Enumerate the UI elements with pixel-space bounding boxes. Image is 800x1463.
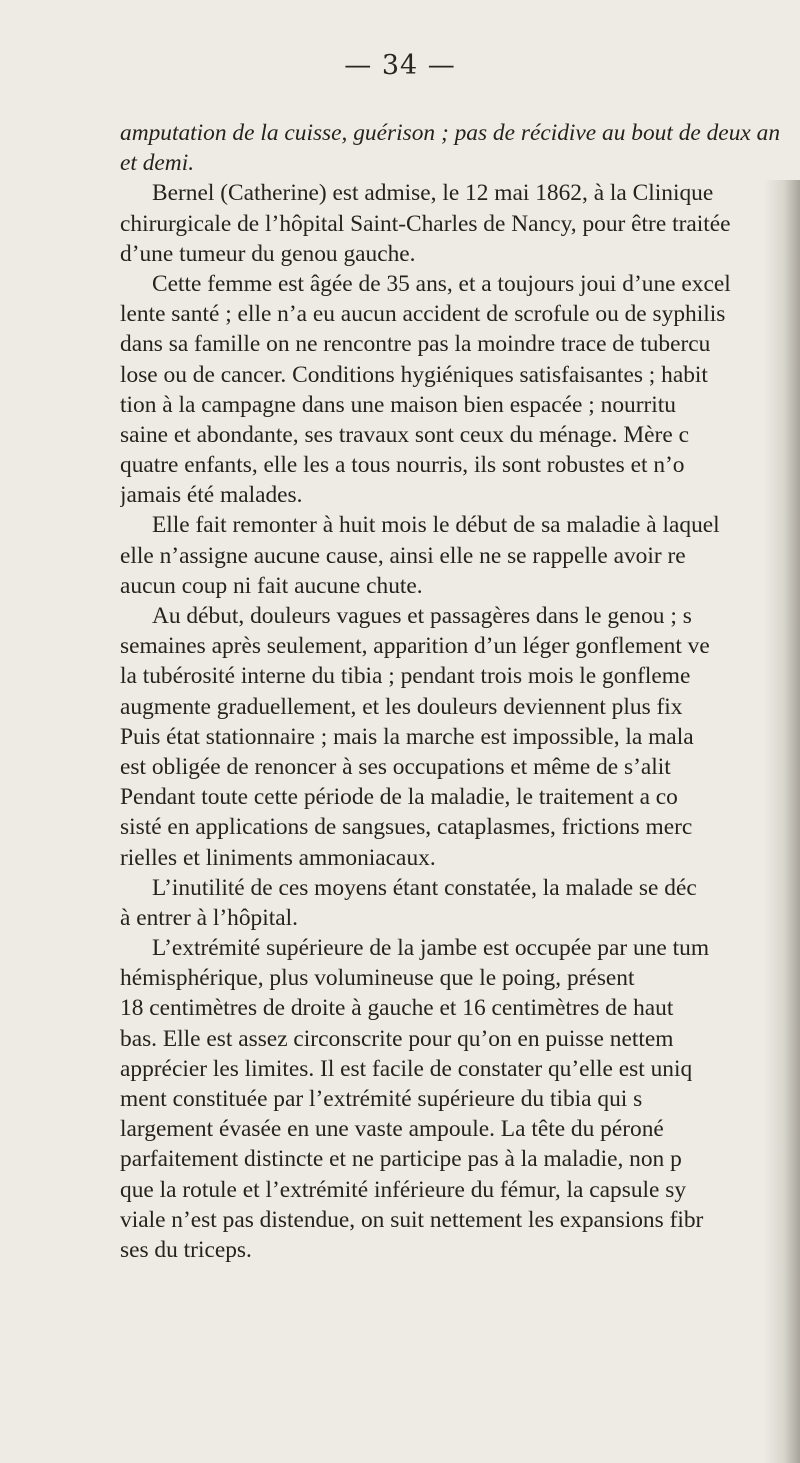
text-line: Pendant toute cette période de la maladie, le traitement a co — [120, 784, 678, 811]
text-line: hémisphérique, plus volumineuse que le poing, présent — [120, 965, 635, 992]
text-line: bas. Elle est assez circonscrite pour qu’on en puisse nettem — [120, 1025, 674, 1052]
text-line: largement évasée en une vaste ampoule. La tête du péroné — [120, 1116, 664, 1143]
text-line: sisté en applications de sangsues, cataplasmes, frictions merc — [120, 814, 693, 841]
text-line: jamais été malades. — [120, 482, 303, 509]
text-line: elle n’assigne aucune cause, ainsi elle ne se rappelle avoir re — [120, 542, 686, 569]
text-line: tion à la campagne dans une maison bien espacée ; nourritu — [120, 391, 676, 418]
text-line: amputation de la cuisse, guérison ; pas de récidive au bout de deux an — [120, 120, 781, 146]
text-line: parfaitement distincte et ne participe pas à la maladie, non p — [120, 1146, 682, 1173]
text-line: apprécier les limites. Il est facile de constater qu’elle est uniq — [120, 1055, 693, 1082]
text-line: la tubérosité interne du tibia ; pendant trois mois le gonfleme — [120, 663, 691, 690]
text-line: dans sa famille on ne rencontre pas la moindre trace de tubercu — [120, 331, 711, 358]
text-line: chirurgicale de l’hôpital Saint-Charles de Nancy, pour être traitée — [120, 210, 731, 237]
text-line: Bernel (Catherine) est admise, le 12 mai 1862, à la Clinique — [152, 180, 714, 207]
text-line: Cette femme est âgée de 35 ans, et a toujours joui d’une excel — [152, 270, 731, 297]
text-line: Au début, douleurs vagues et passagères dans le genou ; s — [152, 603, 692, 629]
text-line: ment constituée par l’extrémité supérieure du tibia qui s — [120, 1086, 643, 1112]
text-line: est obligée de renoncer à ses occupations et même de s’alit — [120, 753, 671, 780]
text-line: quatre enfants, elle les a tous nourris, ils sont robustes et n’o — [120, 452, 685, 479]
text-line: aucun coup ni fait aucune chute. — [120, 572, 423, 599]
text-line: augmente graduellement, et les douleurs deviennent plus fix — [120, 693, 683, 720]
text-line: ses du triceps. — [120, 1236, 252, 1263]
text-line: lente santé ; elle n’a eu aucun accident de scrofule ou de syphilis — [120, 301, 726, 328]
text-line: que la rotule et l’extrémité inférieure du fémur, la capsule sy — [120, 1176, 687, 1203]
text-line: 18 centimètres de droite à gauche et 16 centimètres de haut — [120, 995, 674, 1022]
body-text — [120, 118, 792, 1265]
text-line: à entrer à l’hôpital. — [120, 904, 298, 931]
page-number: — 34 — — [344, 50, 456, 81]
text-line: rielles et liniments ammoniacaux. — [120, 844, 436, 871]
text-line: Elle fait remonter à huit mois le début de sa maladie à laquel — [152, 512, 720, 539]
text-line: saine et abondante, ses travaux sont ceux du ménage. Mère c — [120, 421, 689, 448]
text-line: L’inutilité de ces moyens étant constatée, la malade se déc — [152, 874, 697, 901]
text-line: viale n’est pas distendue, on suit nettement les expansions fibr — [120, 1206, 704, 1233]
text-line: d’une tumeur du genou gauche. — [120, 240, 416, 267]
text-line: L’extrémité supérieure de la jambe est occupée par une tum — [152, 935, 710, 962]
text-line: semaines après seulement, apparition d’un léger gonflement ve — [120, 633, 710, 660]
text-line: Puis état stationnaire ; mais la marche est impossible, la mala — [120, 723, 694, 750]
text-line: lose ou de cancer. Conditions hygiéniques satisfaisantes ; habit — [120, 361, 708, 388]
text-line: et demi. — [120, 150, 195, 177]
